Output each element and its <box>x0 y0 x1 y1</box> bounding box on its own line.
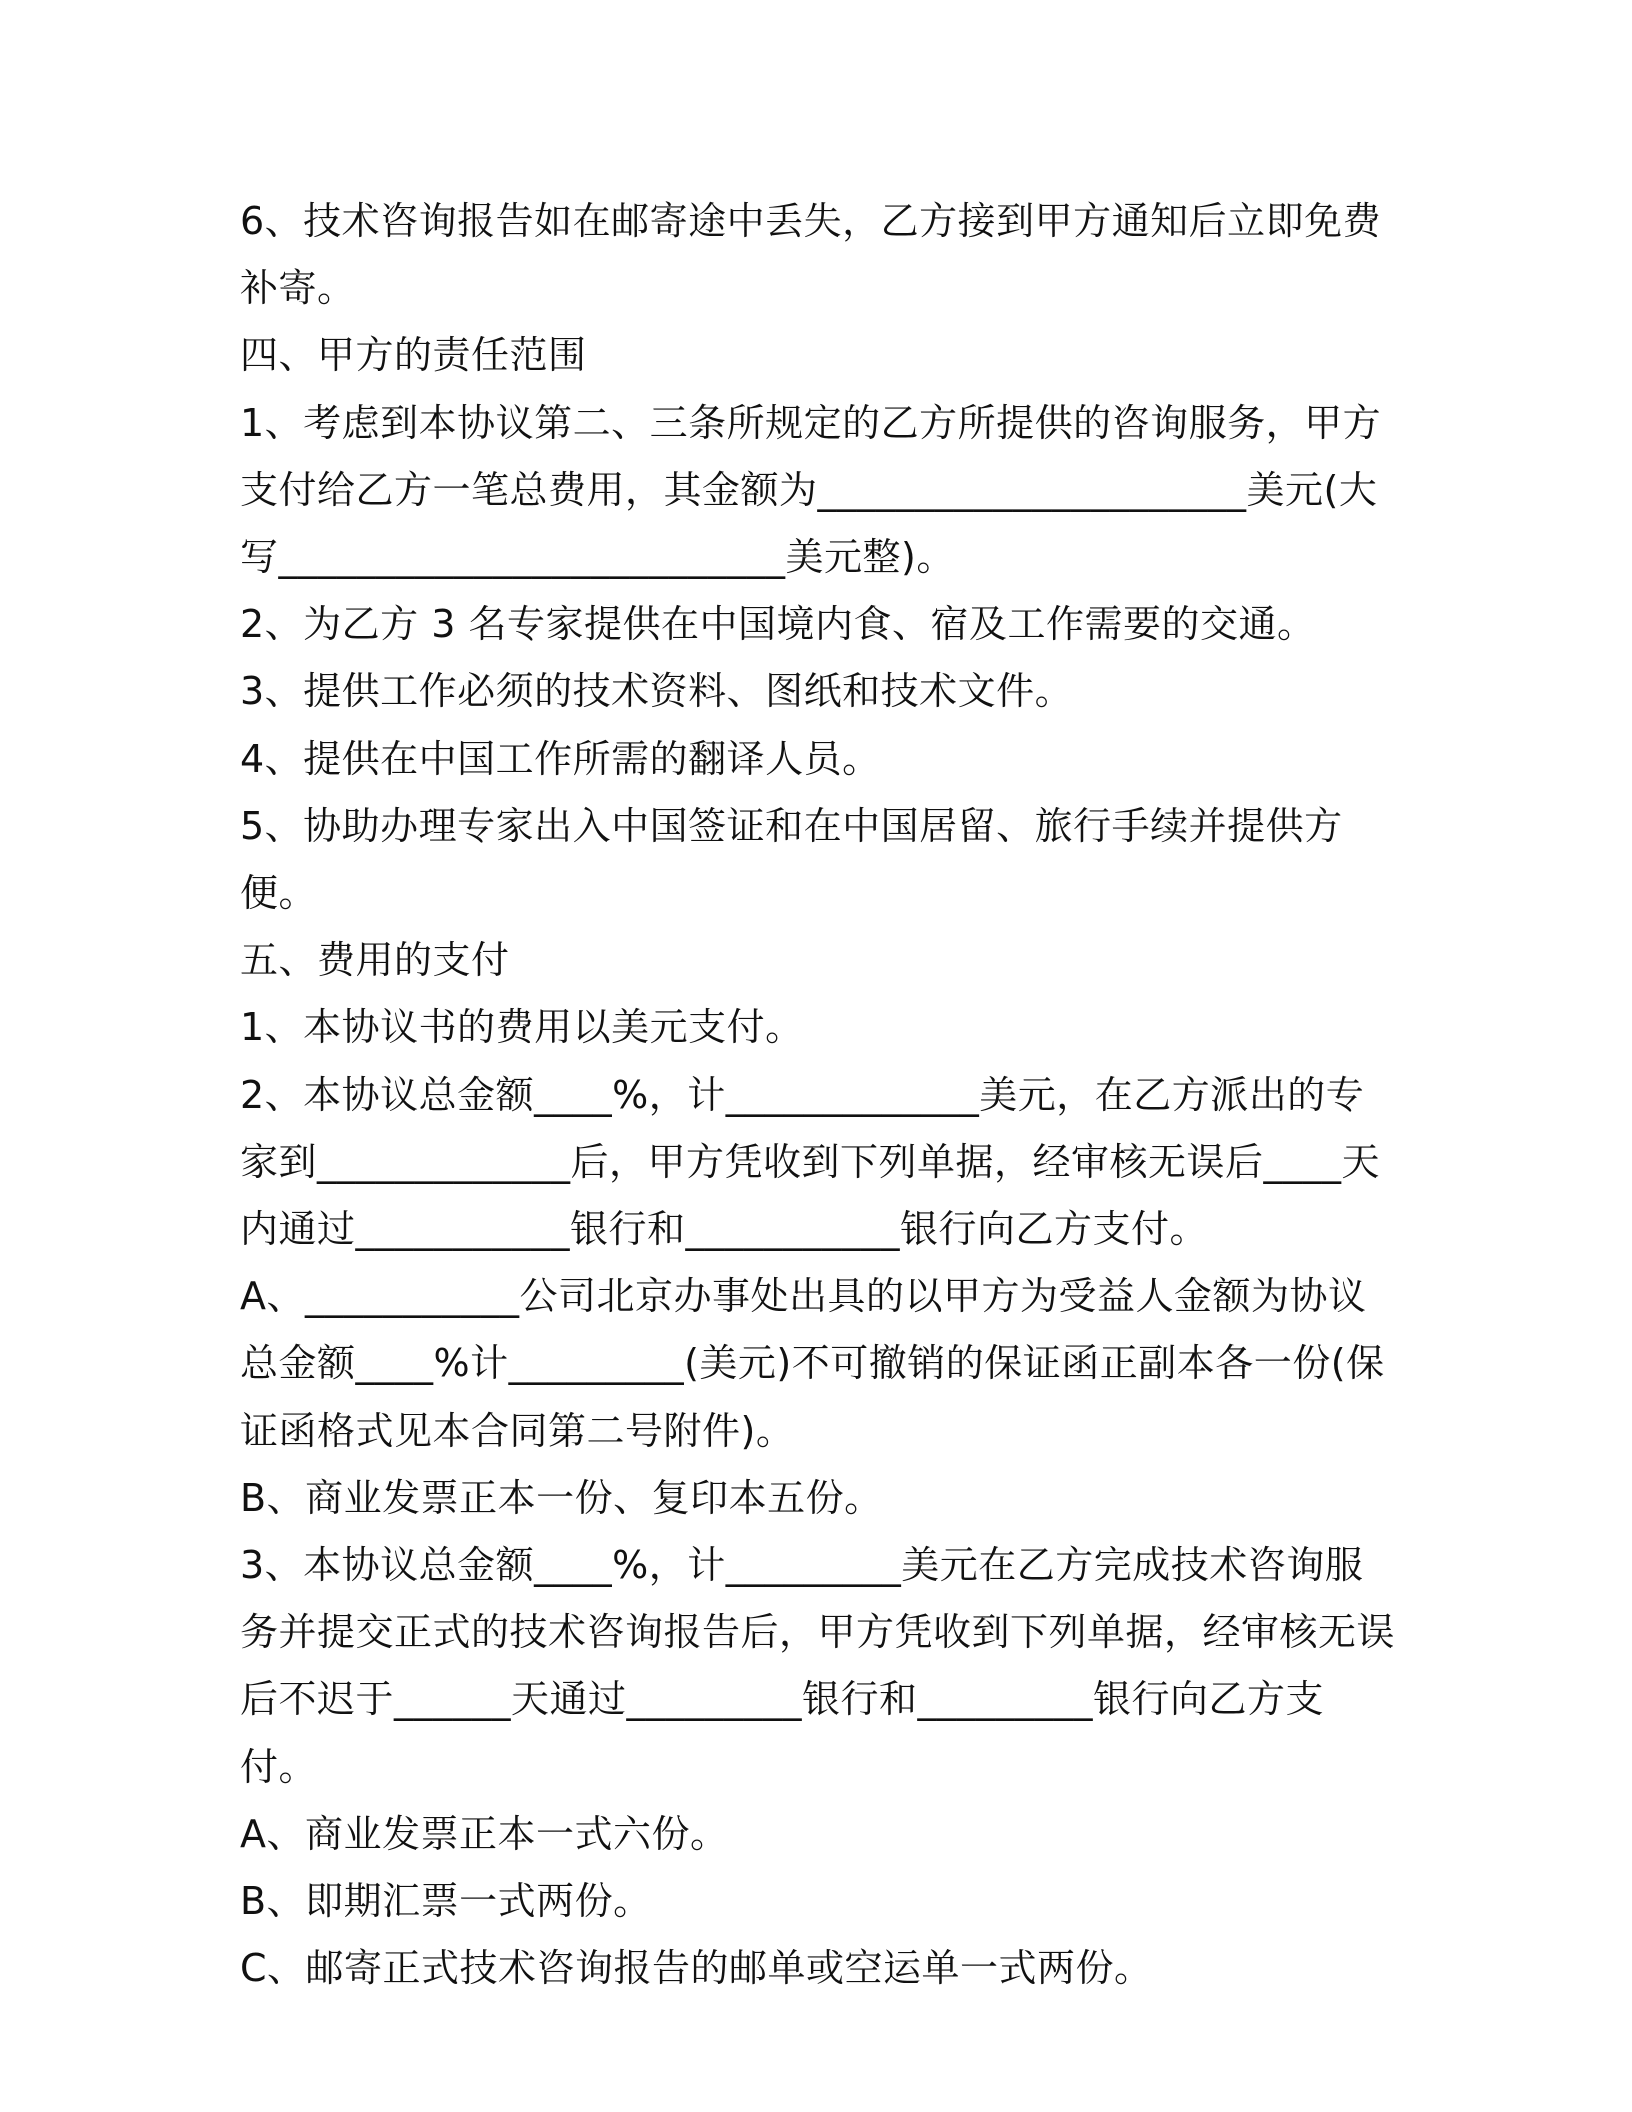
paragraph-4-3-technical-docs: 3、提供工作必须的技术资料、图纸和技术文件。 <box>240 669 1074 714</box>
paragraph-4-2-accommodation: 2、为乙方 3 名专家提供在中国境内食、宿及工作需要的交通。 <box>240 602 1316 647</box>
paragraph-5-3-c-waybill: C、邮寄正式技术咨询报告的邮单或空运单一式两份。 <box>240 1946 1153 1991</box>
paragraph-5-2-b-invoice: B、商业发票正本一份、复印本五份。 <box>240 1475 883 1520</box>
document-body <box>240 188 1400 2002</box>
paragraph-5-1-currency: 1、本协议书的费用以美元支付。 <box>240 1005 804 1050</box>
paragraph-4-5-visa: 5、协助办理专家出入中国签证和在中国居留、旅行手续并提供方便。 <box>240 803 1343 916</box>
paragraph-5-2-a-guarantee: A、___________公司北京办事处出具的以甲方为受益人金额为协议总金额____%计_________(美元)不可撤销的保证函正副本各一份(保证函格式见本合同第二号附件)。 <box>240 1274 1385 1453</box>
paragraph-5-3-a-invoice: A、商业发票正本一式六份。 <box>240 1811 729 1856</box>
paragraph-5-3-second-payment: 3、本协议总金额____%，计_________美元在乙方完成技术咨询服务并提交正式的技术咨询报告后，甲方凭收到下列单据，经审核无误后不迟于______天通过_________银行和_________银行向乙方支付。 <box>240 1543 1396 1789</box>
paragraph-4-1-total-fee: 1、考虑到本协议第二、三条所规定的乙方所提供的咨询服务，甲方支付给乙方一笔总费用，其金额为______________________美元(大写__________________________美元整)。 <box>240 400 1382 580</box>
paragraph-5-3-b-draft: B、即期汇票一式两份。 <box>240 1879 652 1924</box>
paragraph-5-2-first-payment: 2、本协议总金额____%，计_____________美元，在乙方派出的专家到_____________后，甲方凭收到下列单据，经审核无误后____天内通过___________银行和___________银行向乙方支付。 <box>240 1072 1381 1252</box>
section-heading-4: 四、甲方的责任范围 <box>240 333 587 378</box>
section-heading-5: 五、费用的支付 <box>240 938 510 983</box>
paragraph-4-4-translators: 4、提供在中国工作所需的翻译人员。 <box>240 736 881 781</box>
paragraph-6-report-loss: 6、技术咨询报告如在邮寄途中丢失，乙方接到甲方通知后立即免费补寄。 <box>240 199 1382 311</box>
